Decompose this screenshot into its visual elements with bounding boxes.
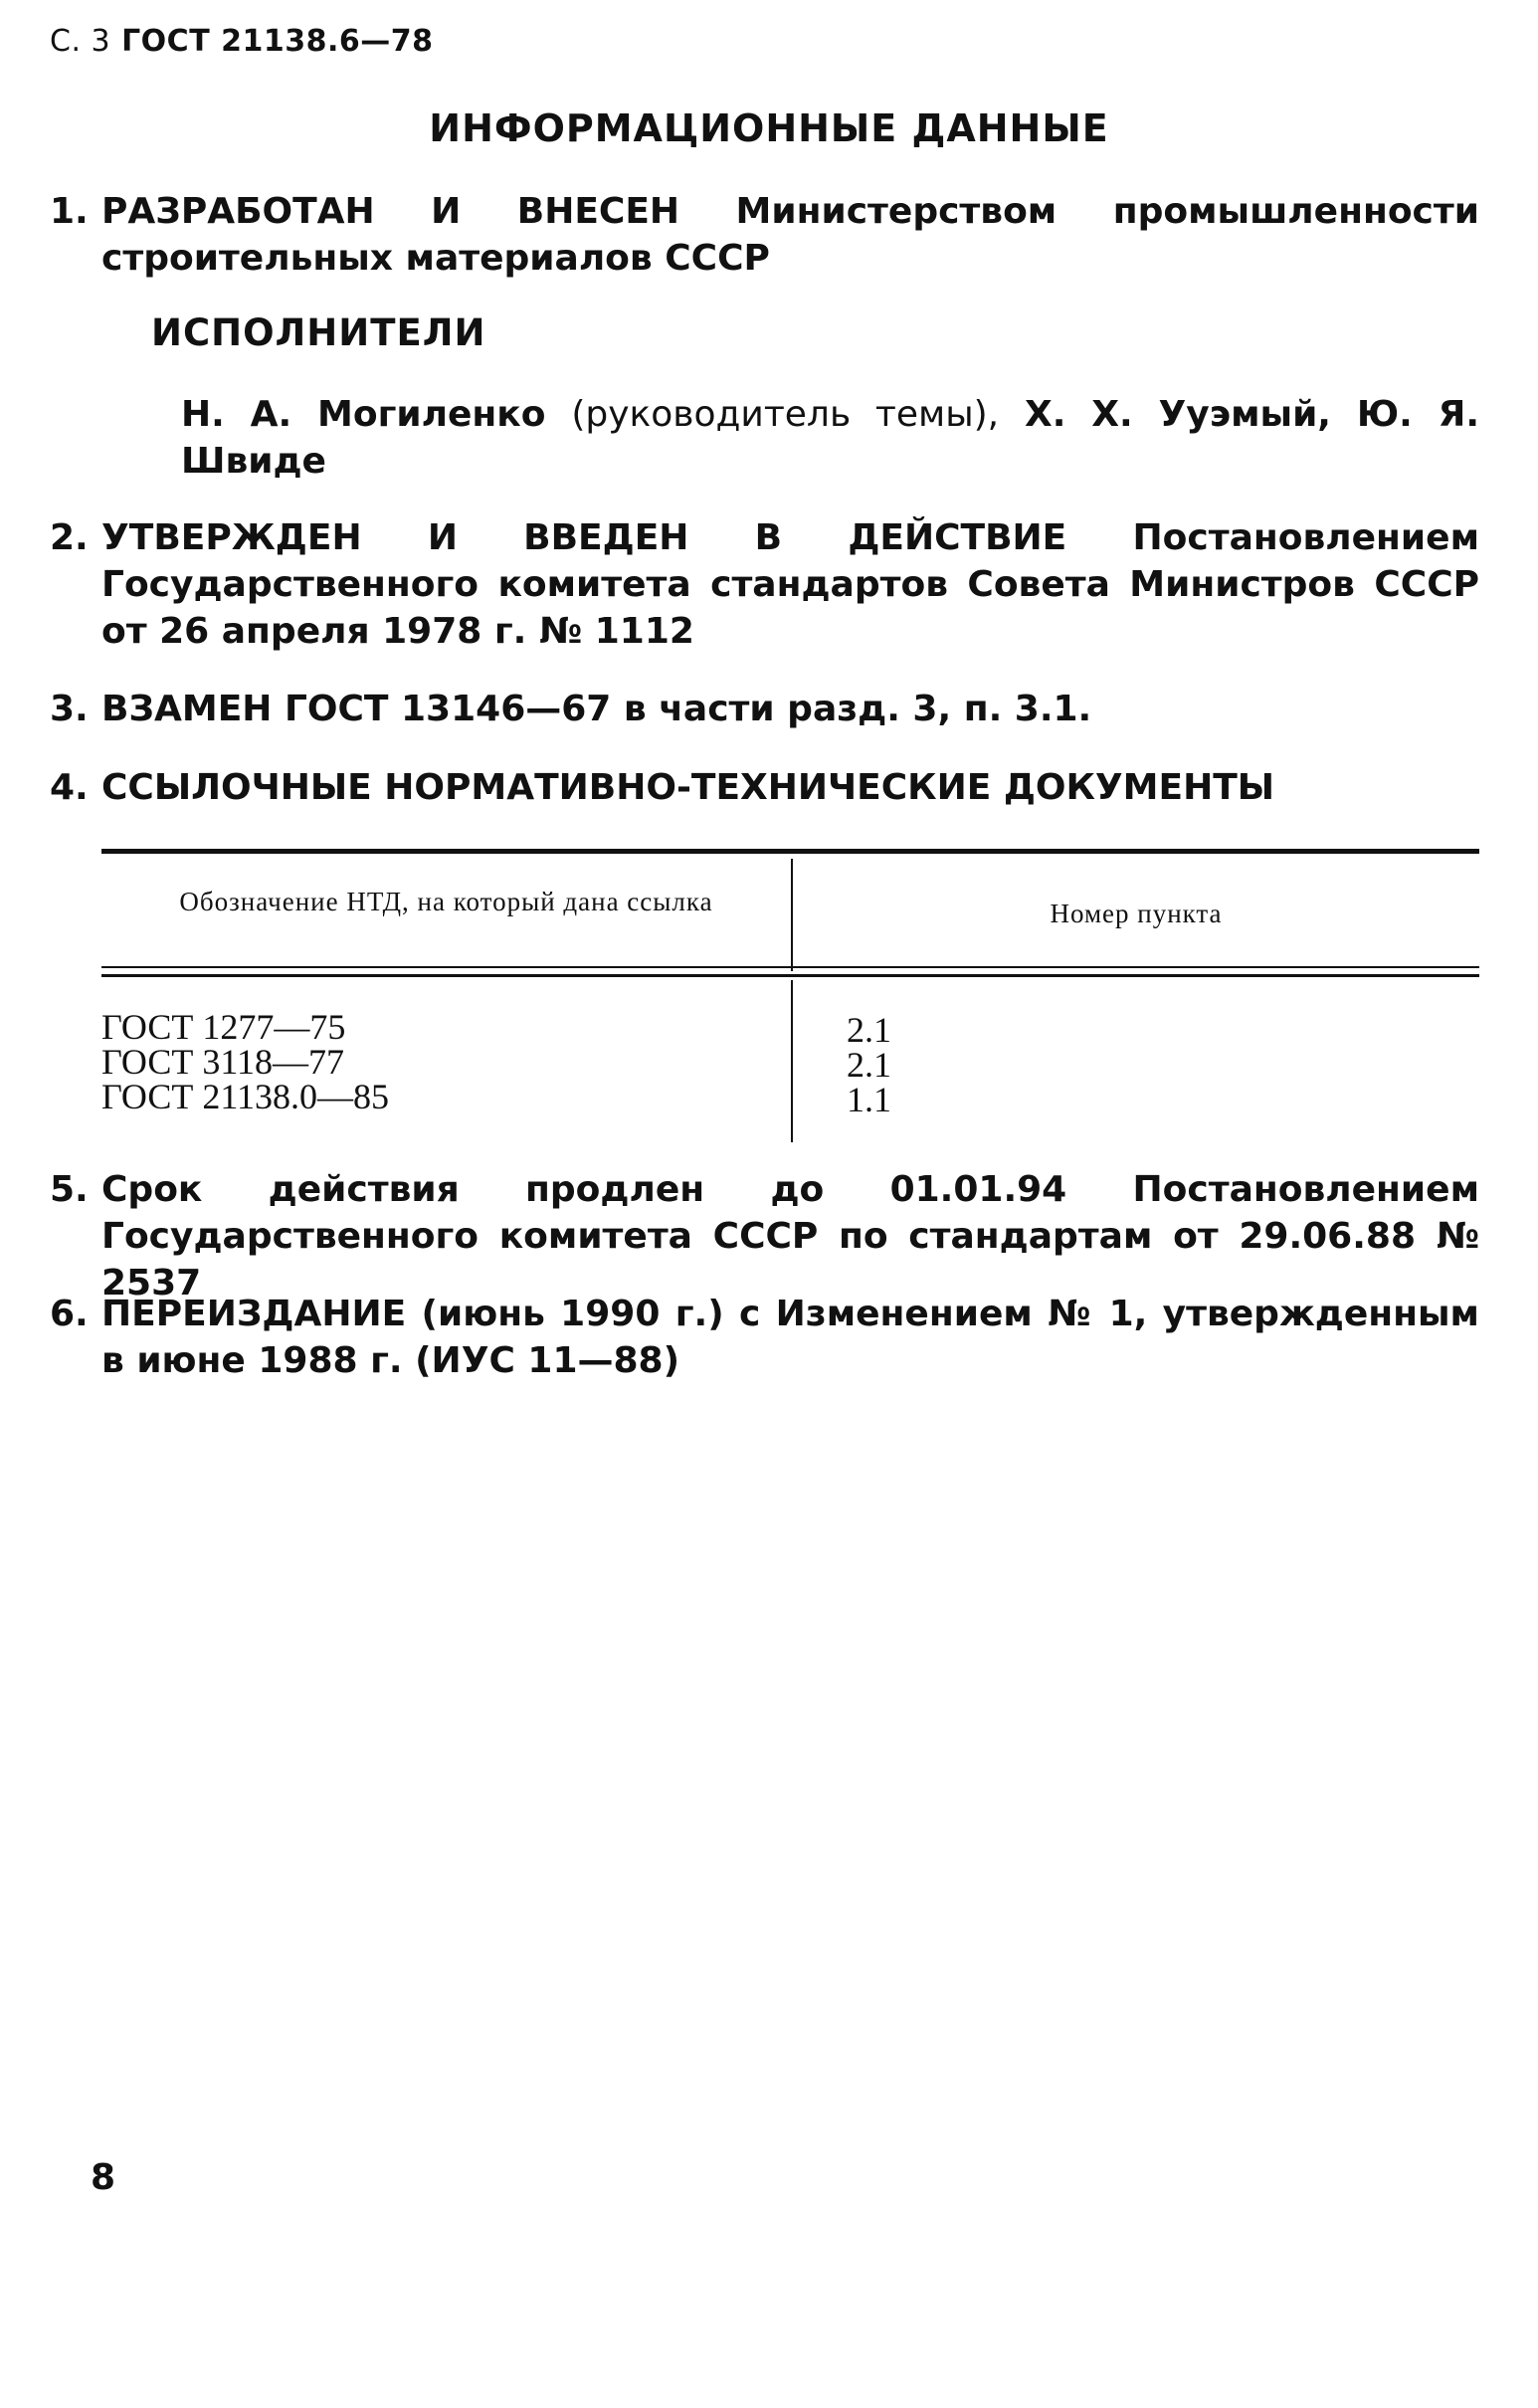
table-header-designation: Обозначение НТД, на который дана ссылка: [179, 887, 713, 916]
performers-heading: ИСПОЛНИТЕЛИ: [151, 311, 486, 354]
item-4-number: 4.: [50, 767, 89, 808]
table-column-divider: [791, 980, 793, 1142]
running-header: [50, 24, 434, 59]
table-cell-doc: ГОСТ 3118—77: [101, 1042, 345, 1082]
table-header-rule-double: [101, 974, 1479, 977]
info-item-4: [50, 764, 1479, 811]
performer-role: (руководитель темы),: [571, 394, 1000, 435]
performers-list: [181, 391, 1479, 485]
table-cell-doc: ГОСТ 1277—75: [101, 1007, 346, 1047]
table-cell-doc: ГОСТ 21138.0—85: [101, 1077, 390, 1116]
item-6-number: 6.: [50, 1294, 89, 1334]
item-2-lead: УТВЕРЖДЕН И ВВЕДЕН В ДЕЙСТВИЕ: [101, 517, 1067, 558]
header-page-label: С. 3: [50, 24, 111, 59]
info-item-2: [50, 514, 1479, 655]
item-4-text: ССЫЛОЧНЫЕ НОРМАТИВНО-ТЕХНИЧЕСКИЕ ДОКУМЕНТЫ: [101, 767, 1275, 808]
page-number: 8: [91, 2157, 116, 2198]
item-1-text: Министерством промышленности строительных материалов СССР: [101, 191, 1479, 279]
item-2-number: 2.: [50, 517, 89, 558]
info-item-5: [50, 1166, 1479, 1306]
item-3-number: 3.: [50, 689, 89, 729]
item-5-text: Срок действия продлен до 01.01.94 Постановлением Государственного комитета СССР по стандартам от 29.06.88 № 2537: [101, 1169, 1479, 1304]
info-item-6: [50, 1291, 1479, 1384]
performer-lead-name: Н. А. Могиленко: [181, 394, 546, 435]
table-top-rule: [101, 849, 1479, 854]
item-1-number: 1.: [50, 191, 89, 232]
info-item-3: [50, 686, 1479, 732]
table-cell-clause: 1.1: [847, 1080, 891, 1119]
item-6-text: ПЕРЕИЗДАНИЕ (июнь 1990 г.) с Изменением № 1, утвержденным в июне 1988 г. (ИУС 11—88): [101, 1294, 1479, 1381]
item-3-text: ВЗАМЕН ГОСТ 13146—67 в части разд. 3, п. 3.1.: [101, 689, 1092, 729]
page-title: ИНФОРМАЦИОННЫЕ ДАННЫЕ: [429, 106, 1109, 150]
performer-others: Х. Х. Ууэмый, Ю. Я. Швиде: [181, 394, 1479, 482]
reference-table: [101, 849, 1479, 1142]
info-item-1: [50, 188, 1479, 282]
item-1-lead: РАЗРАБОТАН И ВНЕСЕН: [101, 191, 680, 232]
table-header-rule: [101, 966, 1479, 968]
table-header-clause: Номер пункта: [1050, 899, 1223, 928]
table-cell-clause: 2.1: [847, 1045, 891, 1085]
item-5-number: 5.: [50, 1169, 89, 1210]
item-2-text: Постановлением Государственного комитета стандартов Совета Министров СССР от 26 апреля 1978 г. № 1112: [101, 517, 1479, 652]
header-doc-code: ГОСТ 21138.6—78: [121, 24, 434, 59]
table-cell-clause: 2.1: [847, 1010, 891, 1050]
